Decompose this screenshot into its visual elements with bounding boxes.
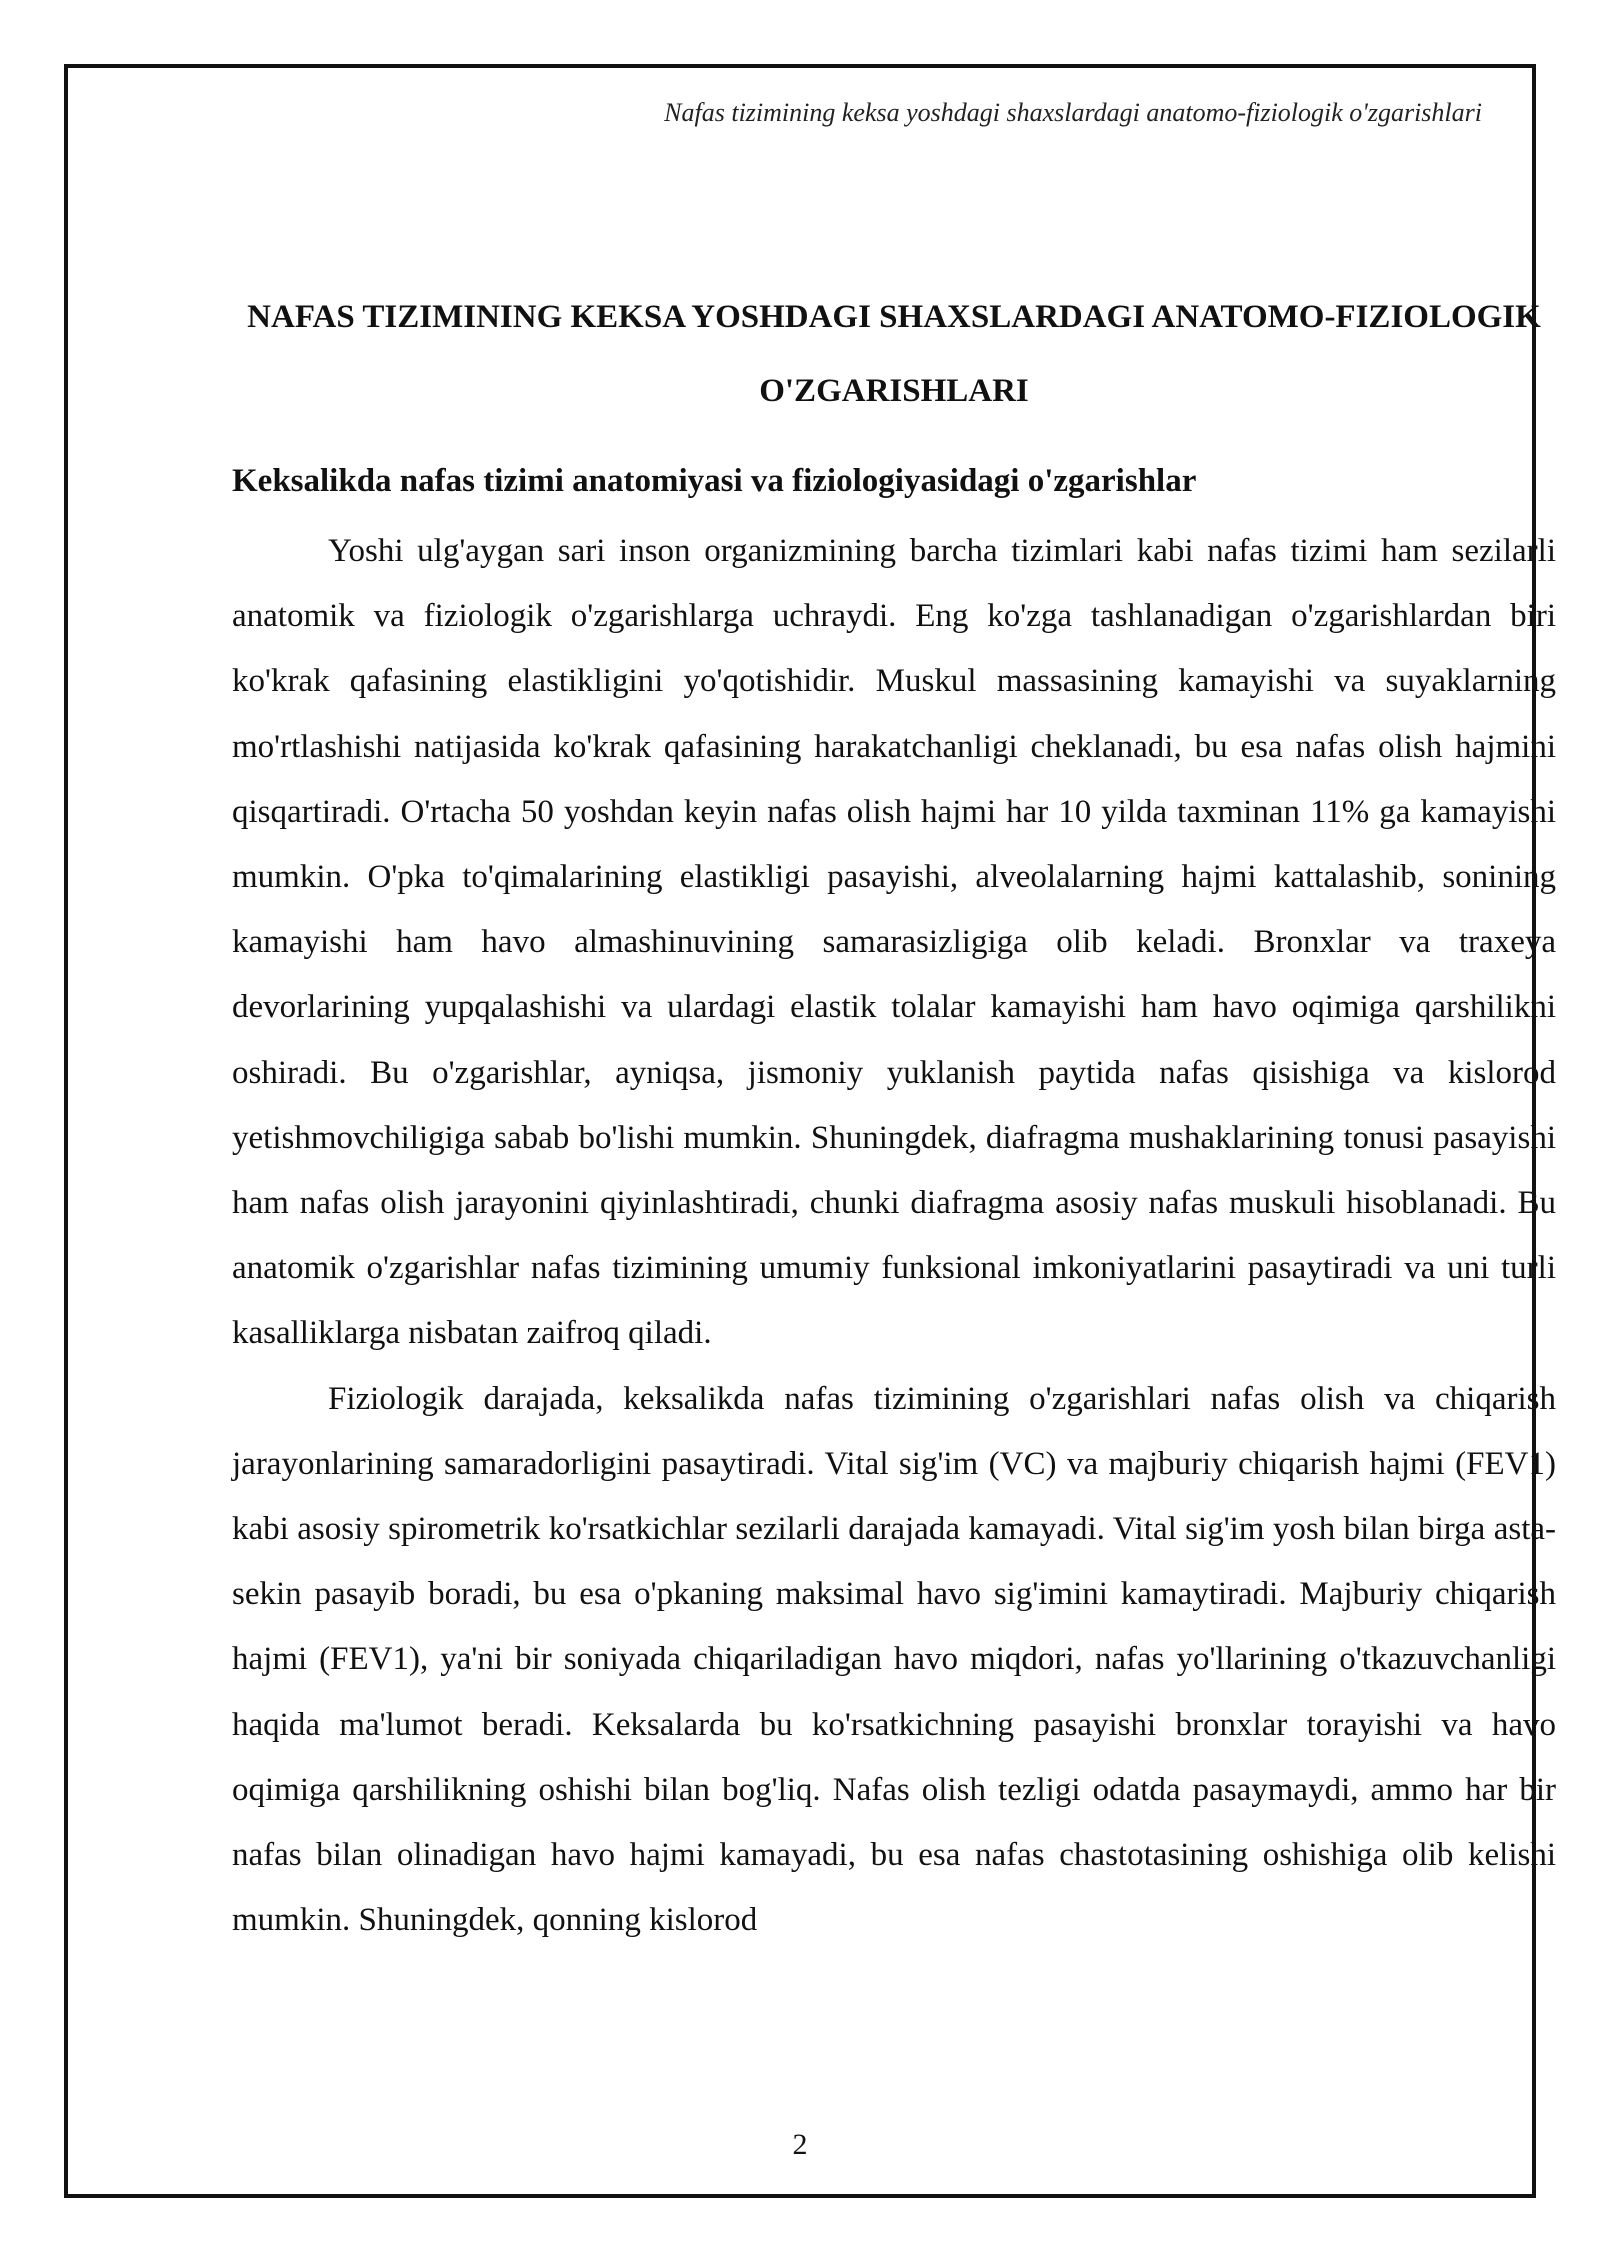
page-content (232, 280, 1556, 1953)
page-number: 2 (792, 2128, 808, 2161)
paragraph: Fiziologik darajada, keksalikda nafas tizimining o'zgarishlari nafas olish va chiqarish jarayonlarining samaradorligini pasaytiradi. Vital sig'im (VC) va majburiy chiqarish hajmi (FEV1) kabi asosiy spirometrik ko'rsatkichlar sezilarli darajada kamayadi. Vital sig'im yosh bilan birga asta-sekin pasayib boradi, bu esa o'pkaning maksimal havo sig'imini kamaytiradi. Majburiy chiqarish hajmi (FEV1), ya'ni bir soniyada chiqariladigan havo miqdori, nafas yo'llarining o'tkazuvchanligi haqida ma'lumot beradi. Keksalarda bu ko'rsatkichning pasayishi bronxlar torayishi va havo oqimiga qarshilikning oshishi bilan bog'liq. Nafas olish tezligi odatda pasaymaydi, ammo har bir nafas bilan olinadigan havo hajmi kamayadi, bu esa nafas chastotasining oshishiga olib kelishi mumkin. Shuningdek, qonning kislorod (232, 1380, 1556, 1939)
document-title: NAFAS TIZIMINING KEKSA YOSHDAGI SHAXSLARDAGI ANATOMO-FIZIOLOGIK O'ZGARISHLARI (247, 299, 1541, 409)
section-heading: Keksalikda nafas tizimi anatomiyasi va fiziologiyasidagi o'zgarishlar (232, 463, 1197, 499)
running-header: Nafas tizimining keksa yoshdagi shaxslardagi anatomo-fiziologik o'zgarishlari (664, 98, 1482, 127)
page-frame (64, 64, 1556, 2198)
paragraph: Yoshi ulg'aygan sari inson organizmining barcha tizimlari kabi nafas tizimi ham sezilarli anatomik va fiziologik o'zgarishlarga uchraydi. Eng ko'zga tashlanadigan o'zgarishlardan biri ko'krak qafasining elastikligini yo'qotishidir. Muskul massasining kamayishi va suyaklarning mo'rtlashishi natijasida ko'krak qafasining harakatchanligi cheklanadi, bu esa nafas olish hajmini qisqartiradi. O'rtacha 50 yoshdan keyin nafas olish hajmi har 10 yilda taxminan 11% ga kamayishi mumkin. O'pka to'qimalarining elastikligi pasayishi, alveolalarning hajmi kattalashib, sonining kamayishi ham havo almashinuvining samarasizligiga olib keladi. Bronxlar va traxeya devorlarining yupqalashishi va ulardagi elastik tolalar kamayishi ham havo oqimiga qarshilikni oshiradi. Bu o'zgarishlar, ayniqsa, jismoniy yuklanish paytida nafas qisishiga va kislorod yetishmovchiligiga sabab bo'lishi mumkin. Shuningdek, diafragma mushaklarining tonusi pasayishi ham nafas olish jarayonini qiyinlashtiradi, chunki diafragma asosiy nafas muskuli hisoblanadi. Bu anatomik o'zgarishlar nafas tizimining umumiy funksional imkoniyatlarini pasaytiradi va uni turli kasalliklarga nisbatan zaifroq qiladi. (232, 533, 1556, 1352)
